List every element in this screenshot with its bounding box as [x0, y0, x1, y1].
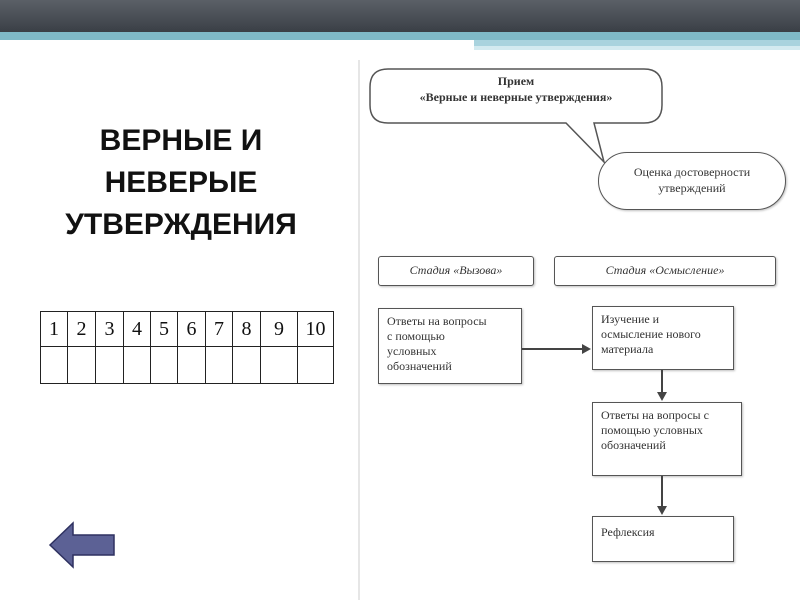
number-cell: 4 — [124, 312, 151, 347]
stage-comprehension-label: Стадия «Осмысление» — [554, 256, 776, 286]
oval-line-1: Оценка достоверности — [633, 165, 751, 179]
study-line-3: материала — [601, 342, 654, 356]
number-cell: 8 — [233, 312, 261, 347]
answers-symbols-box — [378, 308, 522, 384]
arrow-down-2-head — [657, 506, 667, 515]
slide-title-line-1: ВЕРНЫЕ И — [99, 124, 263, 157]
bubble-subtitle: «Верные и неверные утверждения» — [419, 90, 613, 104]
answer-cell[interactable] — [261, 347, 298, 384]
slide-title-line-2: НЕВЕРЫЕ — [104, 166, 258, 199]
answer-cell[interactable] — [151, 347, 178, 384]
answers-symbols-line-2: с помощью — [387, 329, 445, 343]
flow-diagram — [358, 60, 800, 600]
answers-again-line-3: обозначений — [601, 438, 666, 452]
answer-cell[interactable] — [178, 347, 206, 384]
bubble-title: Прием — [497, 74, 535, 88]
reliability-oval — [598, 152, 786, 210]
answers-again-line-2: помощью условных — [601, 423, 703, 437]
answer-cell[interactable] — [41, 347, 68, 384]
number-cell: 9 — [261, 312, 298, 347]
answer-cell[interactable] — [68, 347, 96, 384]
number-cell: 5 — [151, 312, 178, 347]
arrow-down-2-line — [661, 476, 663, 508]
top-decor-bar — [0, 0, 800, 32]
number-cell: 2 — [68, 312, 96, 347]
arrow-right-head — [582, 344, 591, 354]
number-cell: 6 — [178, 312, 206, 347]
answer-cell[interactable] — [96, 347, 124, 384]
slide-title-line-3: УТВЕРЖДЕНИЯ — [65, 208, 297, 241]
numbers-table — [40, 311, 334, 384]
answers-symbols-line-4: обозначений — [387, 359, 452, 373]
study-line-1: Изучение и — [601, 312, 660, 326]
answers-row — [41, 347, 334, 384]
answers-symbols-line-3: условных — [387, 344, 437, 358]
back-button[interactable] — [48, 521, 118, 569]
answer-cell[interactable] — [124, 347, 151, 384]
arrow-down-1-head — [657, 392, 667, 401]
top-decor-stripe-3 — [474, 46, 800, 50]
study-box — [592, 306, 734, 370]
number-cell: 3 — [96, 312, 124, 347]
answer-cell[interactable] — [298, 347, 334, 384]
bubble-text — [370, 73, 662, 105]
stage-call-label: Стадия «Вызова» — [378, 256, 534, 286]
answers-symbols-line-1: Ответы на вопросы — [387, 314, 487, 328]
slide-title — [36, 120, 326, 246]
number-cell: 10 — [298, 312, 334, 347]
left-arrow-icon[interactable] — [50, 523, 114, 567]
reflection-box: Рефлексия — [592, 516, 734, 562]
answers-again-box — [592, 402, 742, 476]
answer-cell[interactable] — [233, 347, 261, 384]
diagram-left-edge — [358, 60, 360, 600]
number-cell: 1 — [41, 312, 68, 347]
arrow-down-1-line — [661, 370, 663, 394]
answers-again-line-1: Ответы на вопросы с — [601, 408, 709, 422]
answer-cell[interactable] — [206, 347, 233, 384]
study-line-2: осмысление нового — [601, 327, 701, 341]
numbers-header-row — [41, 312, 334, 347]
top-decor-stripe — [0, 32, 800, 40]
oval-line-2: утверждений — [658, 181, 726, 195]
number-cell: 7 — [206, 312, 233, 347]
arrow-right-line — [522, 348, 584, 350]
